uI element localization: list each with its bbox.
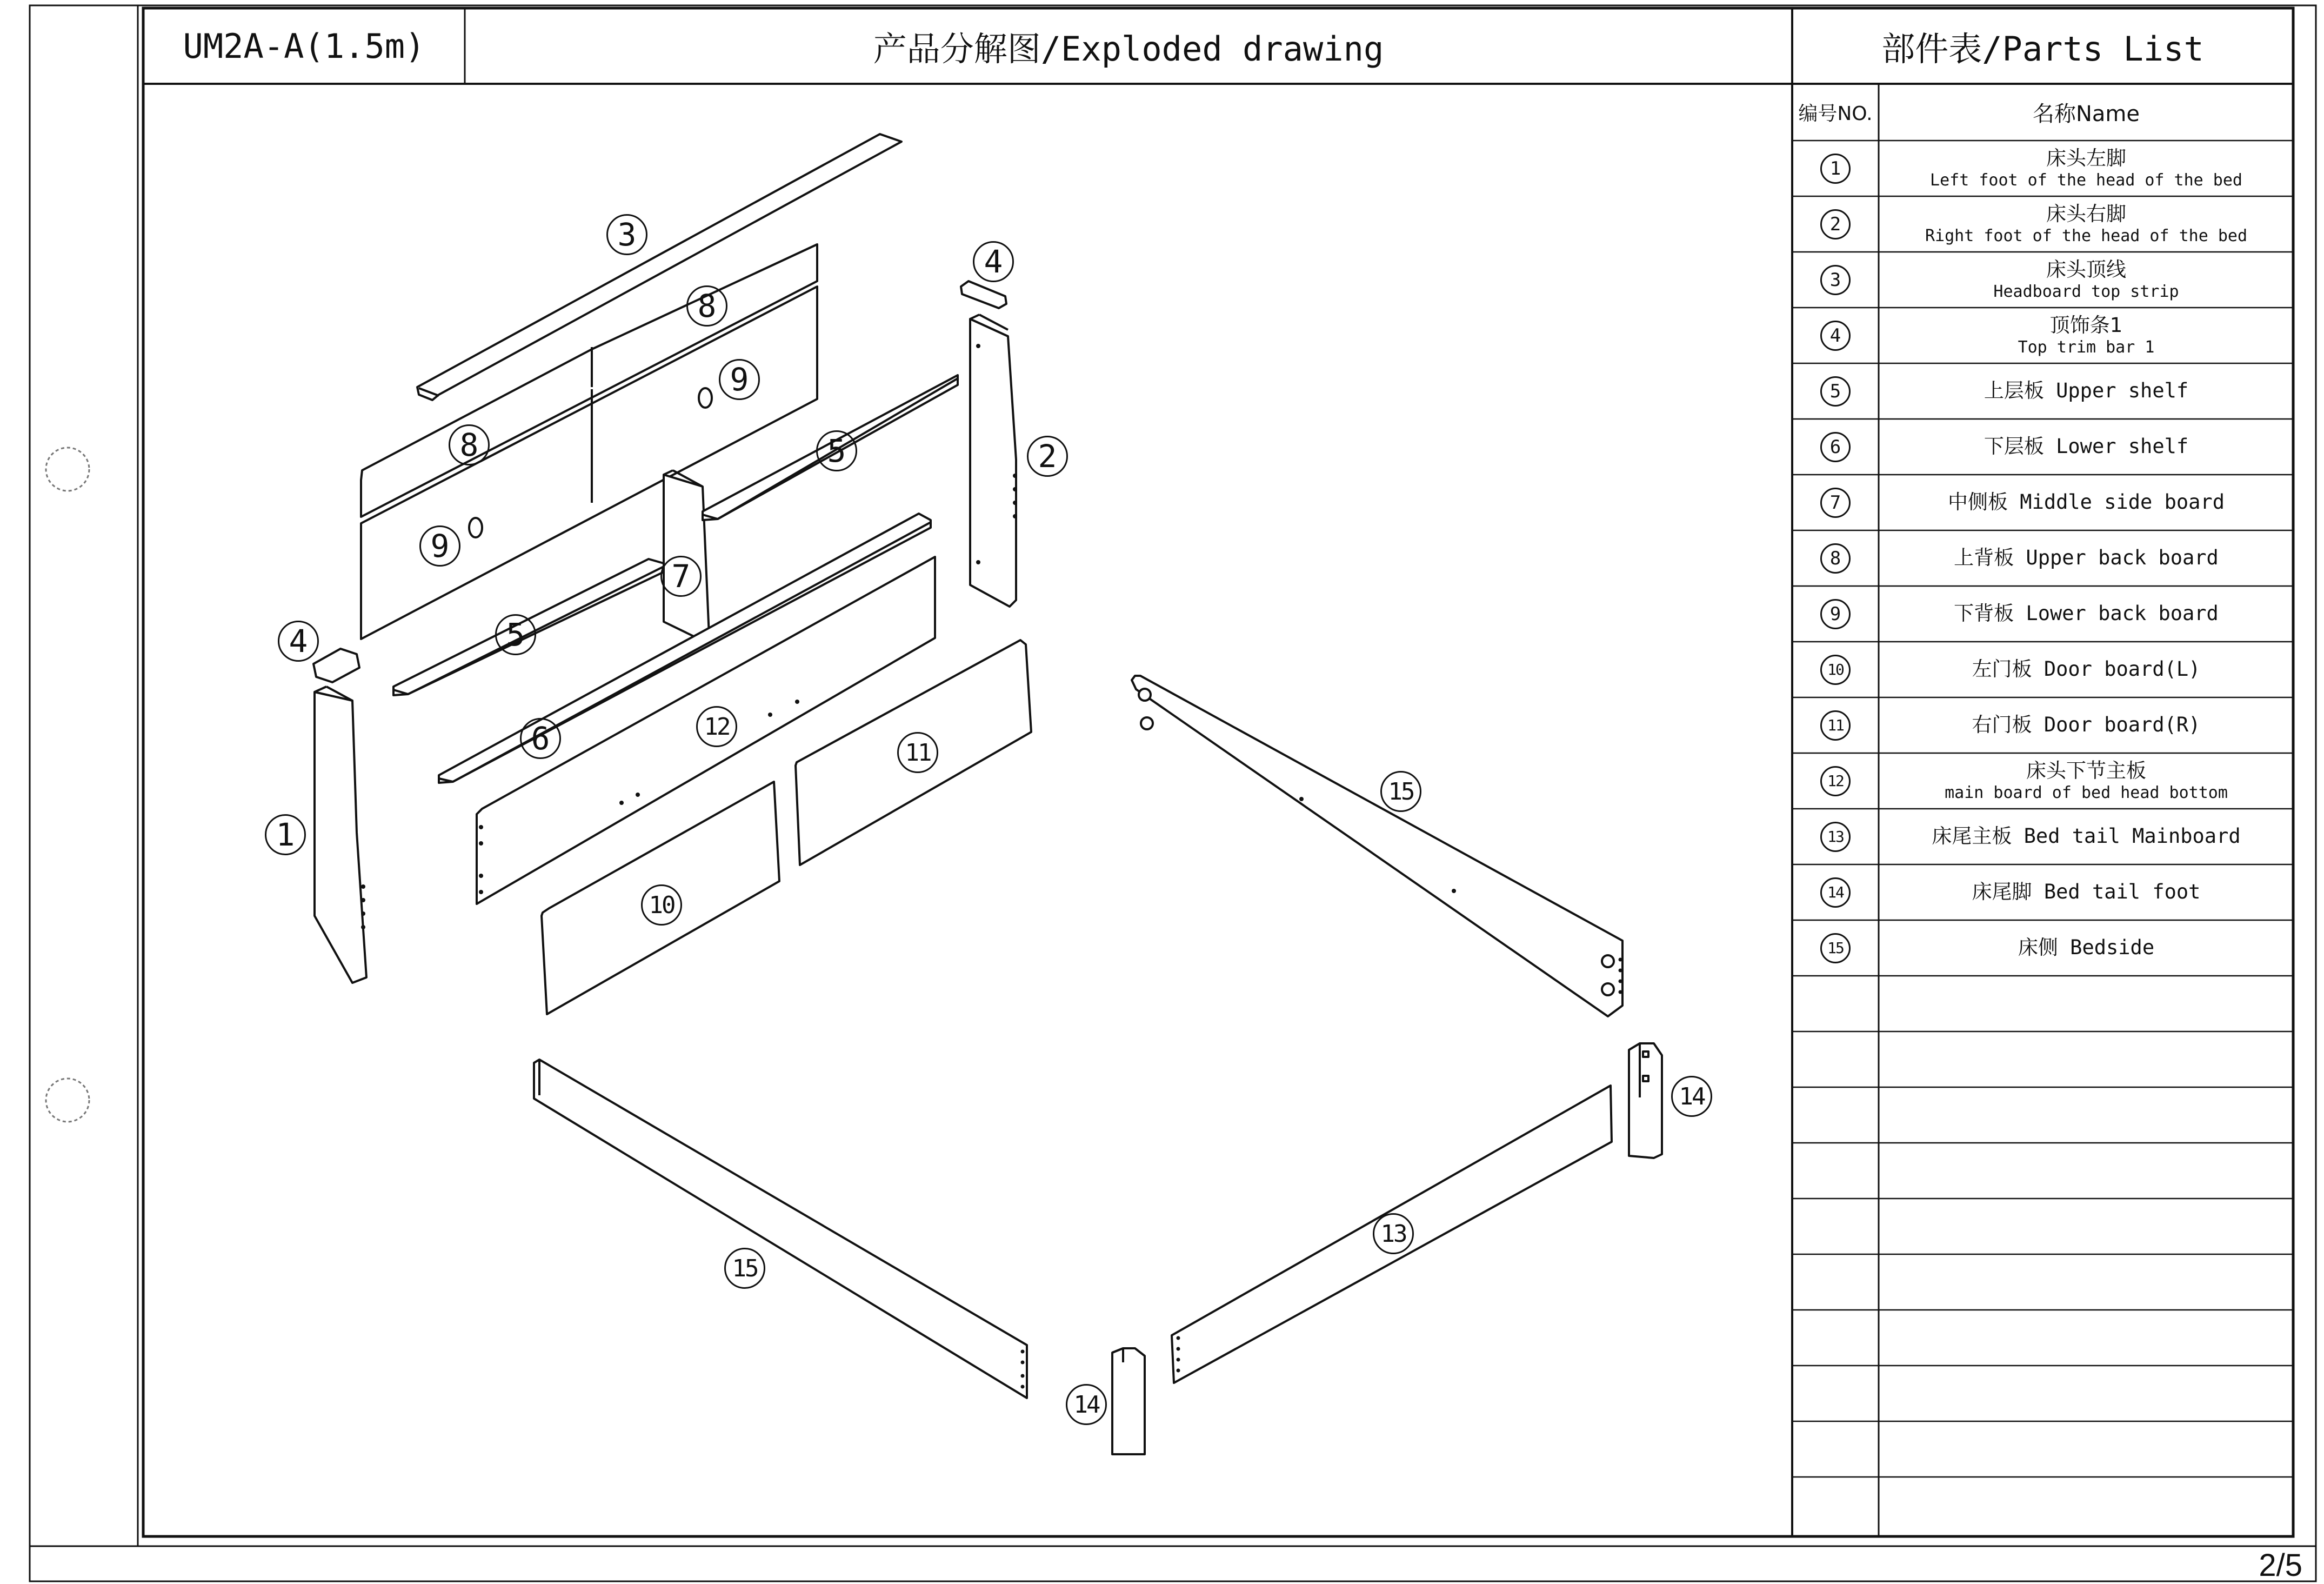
part-number-cell xyxy=(1792,196,1879,252)
part-number: 13 xyxy=(1820,822,1851,852)
part-number-cell xyxy=(1792,475,1879,530)
part-bed-tail-foot-back xyxy=(1629,1043,1662,1158)
part-name-cell xyxy=(1879,642,2294,697)
part-number-cell xyxy=(1792,586,1879,642)
part-number-cell xyxy=(1792,308,1879,363)
callout-8: 8 xyxy=(686,285,727,327)
callout-12: 12 xyxy=(696,706,737,747)
part-number-cell xyxy=(1792,697,1879,753)
callout-7: 7 xyxy=(660,556,702,597)
part-name-cell xyxy=(1879,586,2294,642)
part-number-cell xyxy=(1792,753,1879,809)
model-number: UM2A-A(1.5m) xyxy=(183,26,425,66)
part-number: 11 xyxy=(1820,710,1851,741)
part-name-zh: 床头左脚 xyxy=(2046,147,2126,170)
part-number-cell xyxy=(1792,252,1879,308)
part-name-en: Top trim bar 1 xyxy=(2018,337,2155,357)
callout-13: 13 xyxy=(1373,1213,1414,1254)
part-right-foot xyxy=(970,315,1017,607)
callout-15: 15 xyxy=(1380,771,1421,812)
callout-14: 14 xyxy=(1066,1384,1107,1425)
part-middle-side-board xyxy=(664,470,709,641)
part-number: 7 xyxy=(1820,488,1851,518)
callout-11: 11 xyxy=(897,732,938,773)
part-name: 下层板 Lower shelf xyxy=(1984,435,2189,458)
callout-8: 8 xyxy=(449,424,490,465)
part-number: 10 xyxy=(1820,655,1851,685)
part-number: 2 xyxy=(1820,209,1851,239)
callout-2: 2 xyxy=(1027,436,1068,477)
part-name-en: main board of bed head bottom xyxy=(1945,783,2228,802)
part-number: 9 xyxy=(1820,599,1851,629)
callout-4: 4 xyxy=(973,241,1014,282)
part-name-cell xyxy=(1879,308,2294,363)
part-bedside-front xyxy=(534,1060,1027,1398)
part-name-cell xyxy=(1879,196,2294,252)
part-number: 3 xyxy=(1820,265,1851,295)
part-name: 左门板 Door board(L) xyxy=(1972,657,2201,681)
callout-6: 6 xyxy=(520,718,561,759)
part-number: 15 xyxy=(1820,933,1851,963)
part-name-en: Right foot of the head of the bed xyxy=(1925,226,2248,245)
part-number-cell xyxy=(1792,920,1879,976)
part-left-foot xyxy=(315,687,366,983)
part-number-cell xyxy=(1792,419,1879,475)
part-number: 1 xyxy=(1820,154,1851,184)
callout-10: 10 xyxy=(641,884,682,926)
part-name-cell xyxy=(1879,252,2294,308)
parts-col-no: 编号NO. xyxy=(1798,103,1873,125)
callout-15: 15 xyxy=(724,1248,765,1289)
callout-4: 4 xyxy=(278,621,319,662)
part-name: 床侧 Bedside xyxy=(2018,936,2155,960)
part-number-cell xyxy=(1792,864,1879,920)
part-name-cell xyxy=(1879,530,2294,586)
part-number-cell xyxy=(1792,363,1879,419)
part-top-trim-bar-right xyxy=(961,281,1006,308)
part-name-cell xyxy=(1879,419,2294,475)
callout-9: 9 xyxy=(419,525,460,567)
part-name-cell xyxy=(1879,141,2294,196)
part-name-cell xyxy=(1879,809,2294,864)
part-name: 床尾主板 Bed tail Mainboard xyxy=(1932,824,2241,848)
part-number: 4 xyxy=(1820,321,1851,351)
part-number: 5 xyxy=(1820,376,1851,407)
part-name-zh: 顶饰条1 xyxy=(2049,314,2123,337)
callout-9: 9 xyxy=(719,359,760,400)
part-name: 上层板 Upper shelf xyxy=(1984,379,2189,403)
parts-list-title: 部件表/Parts List xyxy=(1881,29,2204,69)
part-name-cell xyxy=(1879,475,2294,530)
callout-1: 1 xyxy=(265,814,306,855)
part-number: 12 xyxy=(1820,766,1851,796)
part-number-cell xyxy=(1792,642,1879,697)
parts-col-name: 名称Name xyxy=(2032,102,2140,127)
part-name-cell xyxy=(1879,920,2294,976)
part-name-cell xyxy=(1879,864,2294,920)
part-bedside-back xyxy=(1132,676,1622,1016)
part-name-en: Left foot of the head of the bed xyxy=(1930,170,2242,190)
part-name-en: Headboard top strip xyxy=(1993,282,2179,301)
part-number: 8 xyxy=(1820,543,1851,574)
part-name-zh: 床头下节主板 xyxy=(2026,759,2146,783)
callout-3: 3 xyxy=(606,214,647,255)
part-name-cell xyxy=(1879,753,2294,809)
part-name-zh: 床头右脚 xyxy=(2046,202,2126,226)
part-number-cell xyxy=(1792,809,1879,864)
part-number-cell xyxy=(1792,530,1879,586)
part-name-cell xyxy=(1879,363,2294,419)
part-bed-tail-foot-front xyxy=(1112,1348,1145,1454)
part-number: 14 xyxy=(1820,877,1851,908)
part-name: 上背板 Upper back board xyxy=(1954,546,2219,570)
callout-5: 5 xyxy=(816,430,857,471)
page-number: 2/5 xyxy=(2259,1548,2302,1583)
part-name: 床尾脚 Bed tail foot xyxy=(1972,880,2201,904)
part-name-cell xyxy=(1879,697,2294,753)
callout-14: 14 xyxy=(1671,1076,1712,1117)
part-name: 下背板 Lower back board xyxy=(1954,602,2219,625)
part-name-zh: 床头顶线 xyxy=(2046,258,2126,282)
part-top-trim-bar-left xyxy=(313,649,359,682)
drawing-title: 产品分解图/Exploded drawing xyxy=(873,29,1384,69)
part-name: 右门板 Door board(R) xyxy=(1972,713,2201,737)
part-number-cell xyxy=(1792,141,1879,196)
callout-5: 5 xyxy=(495,614,536,655)
part-number: 6 xyxy=(1820,432,1851,462)
part-name: 中侧板 Middle side board xyxy=(1948,490,2225,514)
